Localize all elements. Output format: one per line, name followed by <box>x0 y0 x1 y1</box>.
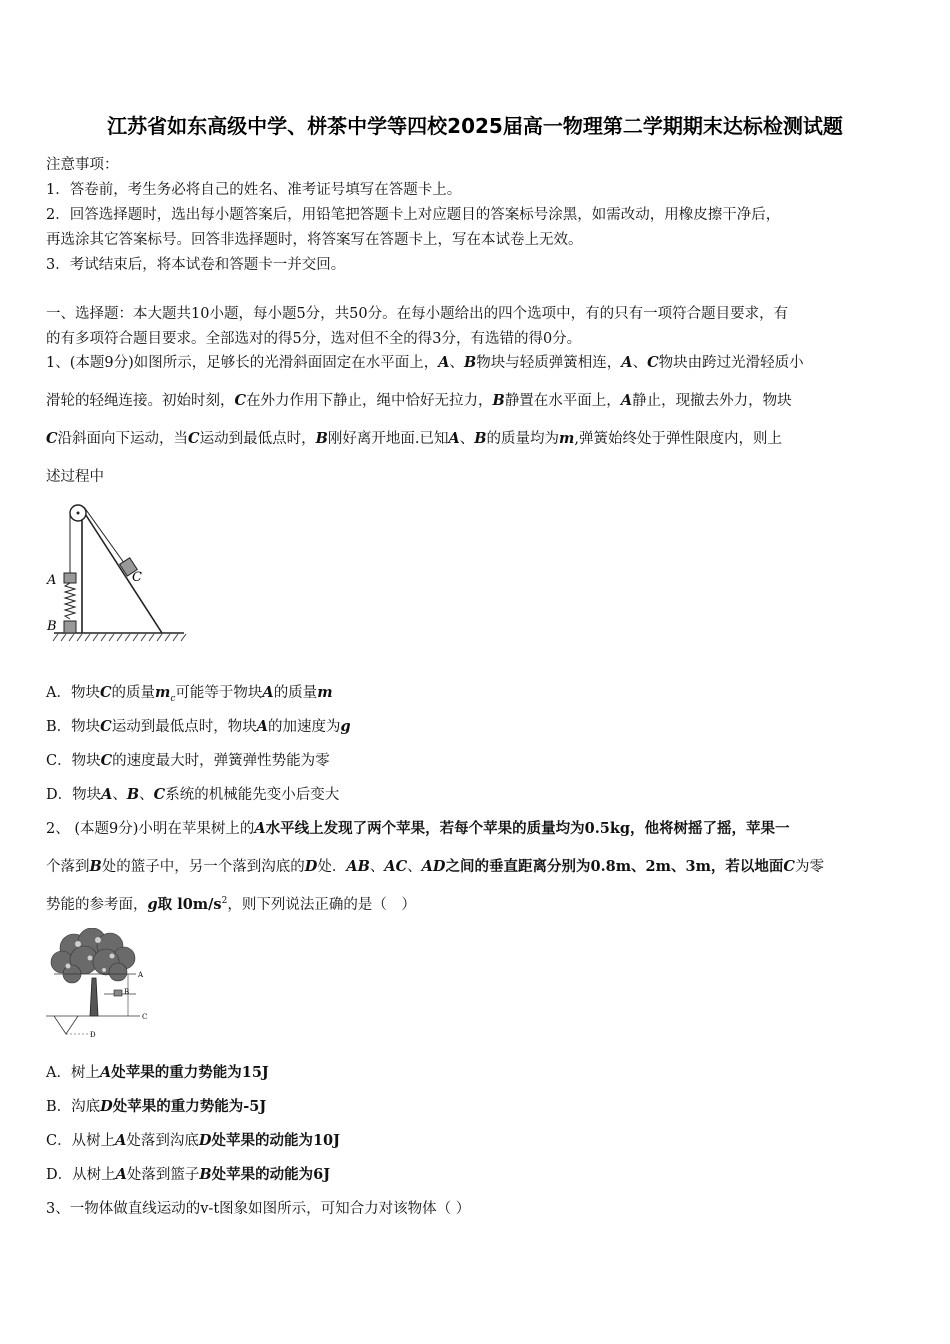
q2-text: 2、 (本题9分)小明在苹果树上的 <box>46 821 255 837</box>
opt-text: 处苹果的动能为6J <box>211 1166 331 1183</box>
opt-var: B <box>126 786 140 803</box>
q2-var: AB <box>346 858 370 875</box>
q2-text: 之间的垂直距离分别为0.8m、2m、3m，若以地面 <box>445 858 784 875</box>
ditch <box>54 1016 78 1034</box>
opt-text: 运动到最低点时，物块 <box>111 719 257 735</box>
q2-text: 为零 <box>794 859 824 875</box>
q1-stem-line <box>46 427 906 448</box>
q2-text: 水平线上发现了两个苹果，若每个苹果的质量均为0.5kg，他将树摇了摇，苹果一 <box>265 820 790 837</box>
q1-text: ,弹簧始终处于弹性限度内，则上 <box>574 431 782 447</box>
opt-text: 处落到篮子 <box>126 1167 200 1183</box>
page-title: 江苏省如东高级中学、栟茶中学等四校2025届高一物理第二学期期末达标检测试题 <box>107 114 843 138</box>
q1-text: 的质量均为 <box>486 431 559 447</box>
opt-text: A．树上 <box>46 1065 100 1081</box>
q1-var: C <box>234 392 247 409</box>
opt-text: B．沟底 <box>46 1099 101 1115</box>
q1-sep: 、 <box>632 355 648 371</box>
basket <box>114 990 122 996</box>
q1-sep: 、 <box>459 431 475 447</box>
q2-sep: 、 <box>407 859 422 875</box>
opt-sep: 、 <box>139 787 154 803</box>
q2-option-b <box>46 1095 266 1116</box>
q2-text: 取 l0m/s <box>157 896 222 913</box>
opt-var: C <box>100 752 113 769</box>
q2-text: ，则下列说法正确的是（ ） <box>227 897 416 913</box>
block-a <box>64 573 76 583</box>
q1-var: B <box>464 354 477 371</box>
q1-stem-line <box>46 351 906 372</box>
opt-text: 处苹果的重力势能为-5J <box>112 1098 267 1115</box>
q1-stem-line <box>46 389 906 410</box>
q1-text: 静置在水平面上， <box>504 393 621 409</box>
q1-var: C <box>647 354 659 371</box>
q1-text: 刚好离开地面.已知 <box>327 431 449 447</box>
q2-sep: 、 <box>369 859 385 875</box>
q1-var: A <box>621 354 633 371</box>
section-instruction: 一、选择题：本大题共10小题，每小题5分，共50分。在每小题给出的四个选项中，有的只有一项符合题目要求，有 <box>46 306 789 322</box>
q2-option-c <box>46 1129 340 1150</box>
opt-text: 系统的机械能先变小后变大 <box>165 787 340 803</box>
q2-text: 个落到 <box>46 859 90 875</box>
incline-pulley-figure <box>44 495 194 647</box>
q2-var: A <box>254 820 266 837</box>
q2-stem-line <box>46 855 906 876</box>
q2-sup: 2 <box>221 896 228 907</box>
q2-text: 势能的参考面， <box>46 897 148 913</box>
opt-var: C <box>99 684 112 701</box>
q1-text: 运动到最低点时， <box>199 431 316 447</box>
q1-text: 沿斜面向下运动，当 <box>57 431 189 447</box>
opt-text: 的质量 <box>111 685 156 701</box>
opt-sub: c <box>170 693 176 704</box>
notice-heading: 注意事项： <box>46 157 119 173</box>
opt-text: 处落到沟底 <box>126 1133 199 1149</box>
q1-var: B <box>474 430 487 447</box>
label-c: C <box>142 1013 148 1021</box>
block-b <box>64 621 76 633</box>
opt-var: A <box>101 786 113 803</box>
opt-text: 的速度最大时，弹簧弹性势能为零 <box>112 753 330 769</box>
opt-text: C．从树上 <box>46 1133 116 1149</box>
q2-var: D <box>304 858 318 875</box>
tree-trunk <box>90 978 98 1016</box>
opt-text: D．物块 <box>46 787 102 803</box>
label-d: D <box>90 1031 96 1039</box>
q2-var: AC <box>384 858 408 875</box>
opt-text: D．从树上 <box>46 1167 116 1183</box>
q1-option-b <box>46 715 351 736</box>
q1-text: 物块由跨过光滑轻质小 <box>658 355 804 371</box>
q2-text: 处的篮子中，另一个落到沟底的 <box>101 859 305 875</box>
q2-var: g <box>147 896 158 913</box>
opt-var: B <box>199 1166 212 1183</box>
opt-var: C <box>153 786 166 803</box>
q2-stem-line <box>46 817 906 838</box>
notice-item: 再选涂其它答案标号。回答非选择题时，将答案写在答题卡上，写在本试卷上无效。 <box>46 232 583 248</box>
opt-var: A <box>115 1132 127 1149</box>
q1-text: 滑轮的轻绳连接。初始时刻， <box>46 393 235 409</box>
q1-sep: 、 <box>449 355 465 371</box>
opt-text: 可能等于物块 <box>175 685 263 701</box>
q1-option-c <box>46 749 330 770</box>
opt-text: C．物块 <box>46 753 101 769</box>
opt-var: D <box>100 1098 113 1115</box>
q2-option-a <box>46 1061 269 1082</box>
opt-var: m <box>155 684 171 701</box>
label-b: B <box>124 988 130 996</box>
q1-var: A <box>438 354 450 371</box>
q3-stem-line: 3、一物体做直线运动的v-t图象如图所示，可知合力对该物体（ ） <box>46 1201 471 1217</box>
opt-var: A <box>262 684 274 701</box>
opt-var: g <box>340 718 351 735</box>
label-a: A <box>47 573 57 588</box>
opt-var: A <box>256 718 268 735</box>
opt-text: 处苹果的重力势能为15J <box>111 1064 269 1081</box>
q2-option-d <box>46 1163 330 1184</box>
apple-tree-figure <box>44 928 154 1040</box>
q1-var: A <box>620 392 633 409</box>
q2-var: C <box>783 858 795 875</box>
q1-text: 1、(本题9分)如图所示，足够长的光滑斜面固定在水平面上， <box>46 355 439 371</box>
q1-var: B <box>315 430 328 447</box>
q1-var: m <box>559 430 575 447</box>
q1-text: 在外力作用下静止，绳中恰好无拉力， <box>246 393 493 409</box>
notice-item: 2．回答选择题时，选出每小题答案后，用铅笔把答题卡上对应题目的答案标号涂黑，如需改动，用橡皮擦干净后， <box>46 207 781 223</box>
q1-text: 静止，现撤去外力，物块 <box>632 393 792 409</box>
q1-option-d <box>46 783 339 804</box>
notice-item: 1．答卷前，考生务必将自己的姓名、准考证号填写在答题卡上。 <box>46 182 462 198</box>
q1-var: C <box>188 430 200 447</box>
opt-text: B．物块 <box>46 719 101 735</box>
label-b: B <box>47 619 57 634</box>
q1-var: A <box>448 430 460 447</box>
notice-item: 3．考试结束后，将本试卷和答题卡一并交回。 <box>46 257 346 273</box>
opt-var: D <box>198 1132 212 1149</box>
label-c: C <box>132 570 142 585</box>
opt-text: 的质量 <box>273 685 318 701</box>
opt-text: 的加速度为 <box>267 719 341 735</box>
label-a: A <box>138 971 144 979</box>
opt-text: A．物块 <box>46 685 100 701</box>
opt-text: 处苹果的动能为10J <box>211 1132 340 1149</box>
section-instruction: 的有多项符合题目要求。全部选对的得5分，选对但不全的得3分，有选错的得0分。 <box>46 331 582 347</box>
q1-var: C <box>46 430 58 447</box>
q2-var: B <box>89 858 102 875</box>
opt-sep: 、 <box>112 787 127 803</box>
opt-var: m <box>317 684 333 701</box>
q1-text: 物块与轻质弹簧相连， <box>476 355 622 371</box>
opt-var: A <box>115 1166 127 1183</box>
q2-stem-line <box>46 893 906 914</box>
opt-var: C <box>100 718 112 735</box>
q1-option-a <box>46 681 333 704</box>
q2-text: 处． <box>317 859 347 875</box>
q2-var: AD <box>421 858 446 875</box>
tree-canopy <box>51 928 135 983</box>
q1-var: B <box>492 392 505 409</box>
opt-var: A <box>99 1064 112 1081</box>
q1-stem-line: 述过程中 <box>46 469 104 485</box>
